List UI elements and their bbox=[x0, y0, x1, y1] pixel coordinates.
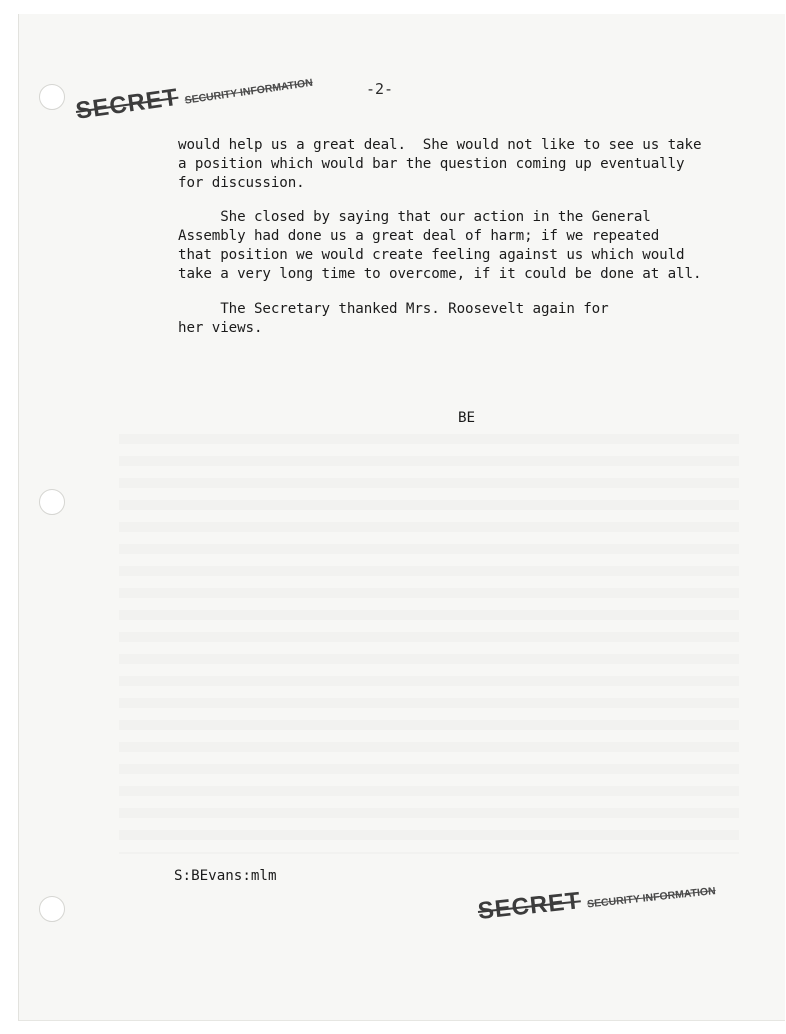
text-line: The Secretary thanked Mrs. Roosevelt again for bbox=[178, 301, 609, 317]
text-line: take a very long time to overcome, if it could be done at all. bbox=[178, 266, 702, 282]
secret-stamp-text: SECRET bbox=[74, 83, 181, 125]
paragraph-3 bbox=[178, 300, 609, 338]
text-line: a position which would bar the question coming up eventually bbox=[178, 156, 685, 172]
signature-initials: BE bbox=[458, 410, 476, 426]
text-line: for discussion. bbox=[178, 175, 305, 191]
punch-hole-middle bbox=[39, 489, 65, 515]
show-through-texture bbox=[119, 434, 739, 854]
text-line: that position we would create feeling against us which would bbox=[178, 247, 685, 263]
text-line: would help us a great deal. She would not like to see us take bbox=[178, 137, 702, 153]
security-information-stamp-text: SECURITY INFORMATION bbox=[586, 885, 717, 911]
page-number: -2- bbox=[366, 80, 394, 98]
paragraph-1 bbox=[178, 136, 701, 193]
security-information-stamp-text: SECURITY INFORMATION bbox=[184, 76, 314, 107]
text-line: Assembly had done us a great deal of harm; if we repeated bbox=[178, 228, 660, 244]
paragraph-2 bbox=[178, 208, 701, 284]
punch-hole-top bbox=[39, 84, 65, 110]
text-line: She closed by saying that our action in the General bbox=[178, 209, 651, 225]
punch-hole-bottom bbox=[39, 896, 65, 922]
text-line: her views. bbox=[178, 320, 263, 336]
reference-initials: S:BEvans:mlm bbox=[174, 868, 277, 884]
secret-stamp-text: SECRET bbox=[476, 887, 583, 925]
